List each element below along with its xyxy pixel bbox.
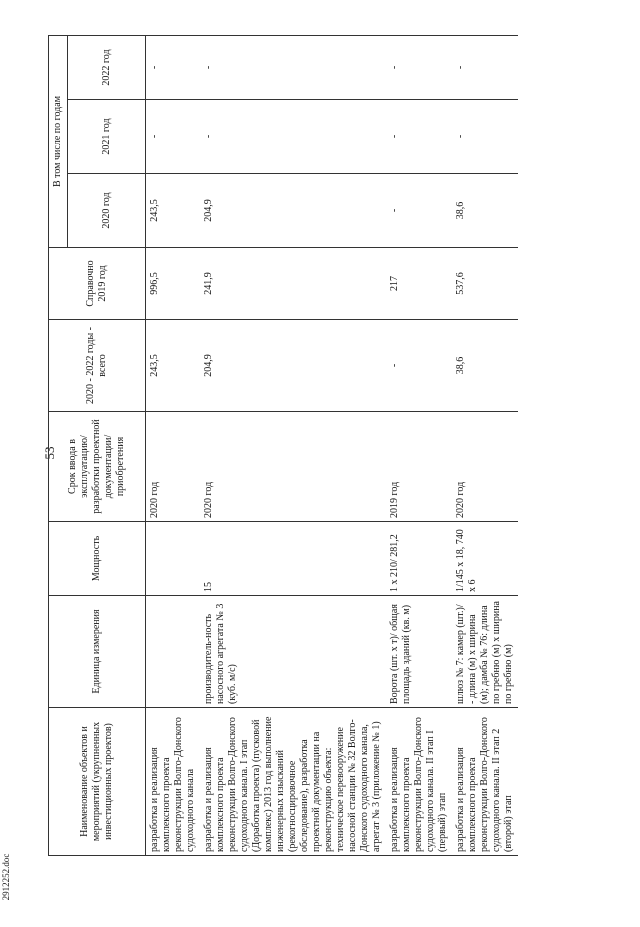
cell-unit: Ворота (шт. x т)/ общая площадь зданий (кв. м): [386, 596, 452, 708]
cell-commission: 2020 год: [452, 412, 518, 522]
cell-total: -: [386, 320, 452, 412]
cell-reference: 217: [386, 248, 452, 320]
cell-2021: -: [386, 100, 452, 174]
cell-2022: -: [386, 35, 452, 99]
header-unit: Единица измерения: [49, 596, 146, 708]
cell-name: разработка и реализация комплексного проекта реконструкции Волго-Донского судоходного канала. I этап (Доработка проекта) (пусковой комплекс) 2013 год выполнение инженерных изысканий (рекогносцировочное обследование), разработка проектной документации на реконструкцию объекта: техническое перевооружение насосной станции № 32 Волго-Донского судоходного канала, агрегат № 3 (приложение № 1): [200, 708, 386, 856]
cell-reference: 996,5: [146, 248, 201, 320]
cell-total: 204,9: [200, 320, 386, 412]
header-year-2020: 2020 год: [68, 174, 146, 248]
cell-capacity: 15: [200, 522, 386, 596]
cell-commission: 2019 год: [386, 412, 452, 522]
table-header: [49, 35, 146, 855]
cell-2020: 204,9: [200, 174, 386, 248]
cell-commission: 2020 год: [200, 412, 386, 522]
investment-projects-table: [48, 35, 518, 856]
document-filename: 2912252.doc: [1, 853, 11, 901]
cell-2022: -: [146, 35, 201, 99]
table-row: [386, 35, 452, 855]
header-capacity: Мощность: [49, 522, 146, 596]
header-year-2021: 2021 год: [68, 100, 146, 174]
cell-2020: 243,5: [146, 174, 201, 248]
rotated-page-content: [48, 36, 608, 856]
page-number: 53: [42, 446, 57, 460]
cell-2022: -: [452, 35, 518, 99]
cell-total: 38,6: [452, 320, 518, 412]
cell-2021: -: [146, 100, 201, 174]
cell-commission: 2020 год: [146, 412, 201, 522]
table-row: [146, 35, 201, 855]
cell-reference: 241,9: [200, 248, 386, 320]
cell-name: разработка и реализация комплексного проекта реконструкции Волго-Донского судоходного канала: [146, 708, 201, 856]
table-row: [452, 35, 518, 855]
header-year-2022: 2022 год: [68, 35, 146, 99]
cell-capacity: 1/145 x 18, 740 x 6: [452, 522, 518, 596]
header-commission: Срок ввода в эксплуатацию/ разработки проектной документации/ приобретения: [49, 412, 146, 522]
header-name: Наименование объектов и мероприятий (укрупненных инвестиционных проектов): [49, 708, 146, 856]
cell-reference: 537,6: [452, 248, 518, 320]
table-row: [200, 35, 386, 855]
cell-name: разработка и реализация комплексного проекта реконструкции Волго-Донского судоходного канала. II этап 2 (второй) этап: [452, 708, 518, 856]
cell-capacity: [146, 522, 201, 596]
cell-2020: -: [386, 174, 452, 248]
header-reference: Справочно 2019 год: [49, 248, 146, 320]
cell-unit: [146, 596, 201, 708]
cell-total: 243,5: [146, 320, 201, 412]
cell-name: разработка и реализация комплексного проекта реконструкции Волго-Донского судоходного канала. II этап I (первый) этап: [386, 708, 452, 856]
cell-2021: -: [200, 100, 386, 174]
cell-unit: шлюз № 7: камер (шт.)/ - длина (м) x ширина (м); дамба № 76: длина по гребню (м) x ширина по гребню (м): [452, 596, 518, 708]
header-by-year-group: В том числе по годам: [49, 35, 68, 247]
cell-capacity: 1 x 210/ 281,2: [386, 522, 452, 596]
table-body: [146, 35, 519, 855]
cell-2021: -: [452, 100, 518, 174]
cell-2020: 38,6: [452, 174, 518, 248]
header-total: 2020 - 2022 годы - всего: [49, 320, 146, 412]
cell-unit: производитель-ность насосного агрегата № 3 (куб. м/с): [200, 596, 386, 708]
cell-2022: -: [200, 35, 386, 99]
